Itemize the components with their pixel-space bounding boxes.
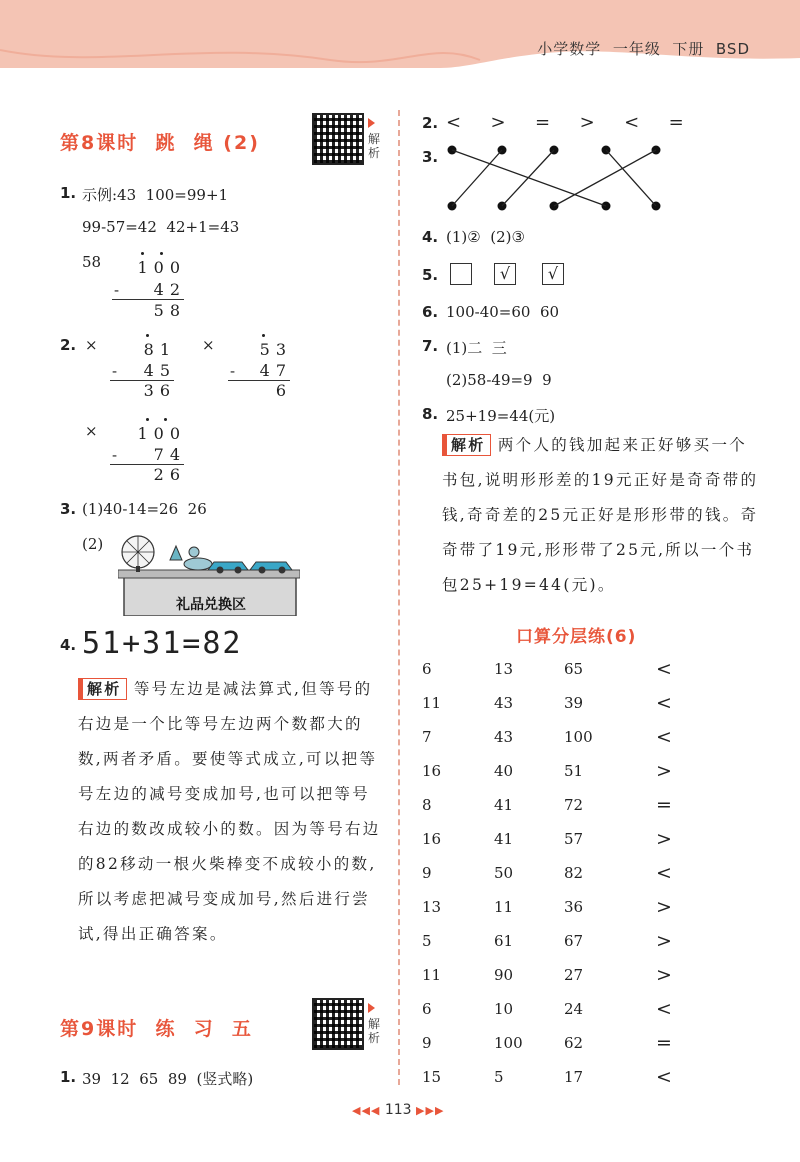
analysis-block-right — [442, 428, 762, 603]
table-row — [422, 652, 684, 686]
table-row — [422, 958, 684, 992]
header-title: 小学数学 一年级 下册 BSD — [537, 40, 750, 58]
q2c-minus: - — [112, 446, 118, 464]
analysis-badge: 解析 — [442, 434, 491, 456]
page-footer — [352, 1102, 444, 1118]
page-number: 113 — [384, 1102, 412, 1118]
table-row — [422, 788, 684, 822]
table-cell: 40 — [494, 762, 514, 780]
table-cell: 11 — [422, 966, 442, 984]
q2a-top: 81 — [143, 340, 176, 359]
q4-number: 4. — [60, 636, 77, 654]
table-cell: 61 — [494, 932, 514, 950]
q1-vertical-sub: 42 — [153, 280, 186, 299]
table-cell: 100 — [564, 728, 593, 746]
table-row — [422, 856, 684, 890]
r-q7-line2: (2)58-49=9 9 — [446, 371, 552, 389]
table-cell: 7 — [422, 728, 432, 746]
comparison-cell: < — [656, 998, 672, 1020]
q2c-result: 26 — [153, 465, 186, 484]
r-q4-text: (1)② (2)③ — [446, 228, 525, 246]
table-cell: 13 — [422, 898, 442, 916]
q1-vertical-minus: - — [114, 281, 120, 299]
comparison-cell: = — [656, 794, 672, 816]
r-q8-text: 25+19=44(元) — [446, 407, 556, 425]
table-row — [422, 1026, 684, 1060]
table-row — [422, 720, 684, 754]
comparison-cell: < — [656, 726, 672, 748]
table-cell: 5 — [422, 932, 432, 950]
table-cell: 11 — [422, 694, 442, 712]
table-cell: 39 — [564, 694, 584, 712]
table-cell: 43 — [494, 694, 514, 712]
table-cell: 100 — [494, 1034, 523, 1052]
table-cell: 16 — [422, 830, 442, 848]
page-header — [0, 0, 800, 68]
table-row — [422, 992, 684, 1026]
q2-mark-c: × — [85, 422, 98, 440]
table-cell: 8 — [422, 796, 432, 814]
r-q2-text: < > = > < = — [446, 112, 690, 133]
table-cell: 43 — [494, 728, 514, 746]
table-cell: 9 — [422, 864, 432, 882]
table-cell: 50 — [494, 864, 514, 882]
r-q7-number: 7. — [422, 337, 439, 355]
table-cell: 41 — [494, 796, 514, 814]
arrow-icon — [368, 118, 375, 128]
table-cell: 10 — [494, 1000, 514, 1018]
table-cell: 27 — [564, 966, 584, 984]
lesson8-title: 第8课时 跳 绳 (2) — [60, 132, 260, 154]
table-cell: 41 — [494, 830, 514, 848]
matchstick-equation: 51+31=82 — [82, 626, 243, 661]
matching-lines-diagram — [440, 142, 670, 214]
comparison-cell: < — [656, 658, 672, 680]
q1-line1: 示例:43 100=99+1 — [82, 186, 229, 204]
comparison-cell: > — [656, 930, 672, 952]
table-row — [422, 924, 684, 958]
q2-mark-b: × — [202, 336, 215, 354]
table-cell: 6 — [422, 1000, 432, 1018]
table-cell: 82 — [564, 864, 584, 882]
q2a-sub: 45 — [143, 361, 176, 380]
q2-mark-a: × — [85, 336, 98, 354]
q1-number: 1. — [60, 184, 77, 202]
carry-dot — [262, 334, 265, 337]
l9-q1-text: 39 12 65 89 (竖式略) — [82, 1070, 254, 1088]
r-q6-text: 100-40=60 60 — [446, 303, 560, 321]
carry-dot — [146, 418, 149, 421]
q2b-top: 53 — [259, 340, 292, 359]
carry-dot — [146, 334, 149, 337]
table-cell: 90 — [494, 966, 514, 984]
checkbox-2[interactable] — [494, 263, 516, 285]
q2-number: 2. — [60, 336, 77, 354]
q1-prefix: 58 — [82, 253, 102, 271]
comparison-cell: < — [656, 692, 672, 714]
table-cell: 67 — [564, 932, 584, 950]
table-row — [422, 890, 684, 924]
comparison-cell: > — [656, 828, 672, 850]
carry-dot — [141, 252, 144, 255]
r-q5-number: 5. — [422, 266, 439, 284]
table-cell: 51 — [564, 762, 584, 780]
comparison-cell: < — [656, 862, 672, 884]
table-cell: 9 — [422, 1034, 432, 1052]
r-q2-number: 2. — [422, 114, 439, 132]
analysis-block-left — [78, 672, 386, 952]
table-cell: 62 — [564, 1034, 584, 1052]
q2a-minus: - — [112, 362, 118, 380]
table-cell: 36 — [564, 898, 584, 916]
r-q4-number: 4. — [422, 228, 439, 246]
table-row — [422, 686, 684, 720]
qr-label: 解析 — [368, 132, 381, 160]
table-cell: 6 — [422, 660, 432, 678]
left-arrows-icon: ◀◀◀ — [352, 1104, 381, 1117]
q1-vertical-result: 58 — [153, 301, 186, 320]
arrow-icon — [368, 1003, 375, 1013]
q2c-sub: 74 — [153, 445, 186, 464]
table-cell: 24 — [564, 1000, 584, 1018]
comparison-cell: = — [656, 1032, 672, 1054]
table-cell: 65 — [564, 660, 584, 678]
comparison-cell: > — [656, 760, 672, 782]
qr-label: 解析 — [368, 1017, 381, 1045]
q2a-result: 36 — [143, 381, 176, 400]
analysis-text: 等号左边是减法算式,但等号的右边是一个比等号左边两个数都大的数,两者矛盾。要使等式成立,可以把等号左边的减号变成加号,也可以把等号右边的数改成较小的数。因为等号右边的82移动一根火柴棒变不成较小的数,所以考虑把减号变成加号,然后进行尝试,得出正确答案。 — [78, 680, 381, 943]
r-q6-number: 6. — [422, 303, 439, 321]
qr-code[interactable] — [312, 113, 364, 165]
section-title: 口算分层练(6) — [516, 627, 637, 647]
q3-line1: (1)40-14=26 26 — [82, 500, 207, 518]
q2b-sub: 47 — [259, 361, 292, 380]
lesson9-title: 第9课时 练 习 五 — [60, 1018, 253, 1040]
q2c-top: 100 — [137, 424, 186, 443]
analysis-badge: 解析 — [78, 678, 127, 700]
gift-counter-illustration — [118, 530, 300, 616]
l9-q1-number: 1. — [60, 1068, 77, 1086]
q1-line2: 99-57=42 42+1=43 — [82, 218, 240, 236]
column-divider — [398, 110, 400, 1085]
r-q3-number: 3. — [422, 148, 439, 166]
analysis-text: 两个人的钱加起来正好够买一个书包,说明形形差的19元正好是奇奇带的钱,奇奇差的25元正好是形形带的钱。奇奇带了19元,形形带了25元,所以一个书包25+19=44(元)。 — [442, 436, 759, 594]
gift-exchange-sign: 礼品兑换区 — [176, 597, 246, 613]
q2b-minus: - — [230, 362, 236, 380]
q2b-result: 6 — [275, 381, 292, 400]
q3-line2: (2) — [82, 535, 104, 553]
r-q7-line1: (1)二 三 — [446, 339, 507, 357]
q3-number: 3. — [60, 500, 77, 518]
table-row — [422, 754, 684, 788]
table-row — [422, 1060, 684, 1094]
qr-code[interactable] — [312, 998, 364, 1050]
table-cell: 13 — [494, 660, 514, 678]
carry-dot — [164, 418, 167, 421]
table-row — [422, 822, 684, 856]
comparison-cell: < — [656, 1066, 672, 1088]
checkbox-3[interactable] — [542, 263, 564, 285]
oral-calc-table — [422, 652, 684, 1094]
table-cell: 72 — [564, 796, 584, 814]
table-cell: 5 — [494, 1068, 504, 1086]
vertical-rule — [112, 299, 184, 300]
comparison-cell: > — [656, 896, 672, 918]
comparison-cell: > — [656, 964, 672, 986]
carry-dot — [160, 252, 163, 255]
table-cell: 57 — [564, 830, 584, 848]
check-mark: √ — [499, 264, 511, 283]
r-q8-number: 8. — [422, 405, 439, 423]
table-cell: 15 — [422, 1068, 442, 1086]
table-cell: 17 — [564, 1068, 584, 1086]
checkbox-1[interactable] — [450, 263, 472, 285]
check-mark: √ — [547, 264, 559, 283]
table-cell: 11 — [494, 898, 514, 916]
right-arrows-icon: ▶▶▶ — [416, 1104, 445, 1117]
q1-vertical-top: 100 — [137, 258, 186, 277]
table-cell: 16 — [422, 762, 442, 780]
